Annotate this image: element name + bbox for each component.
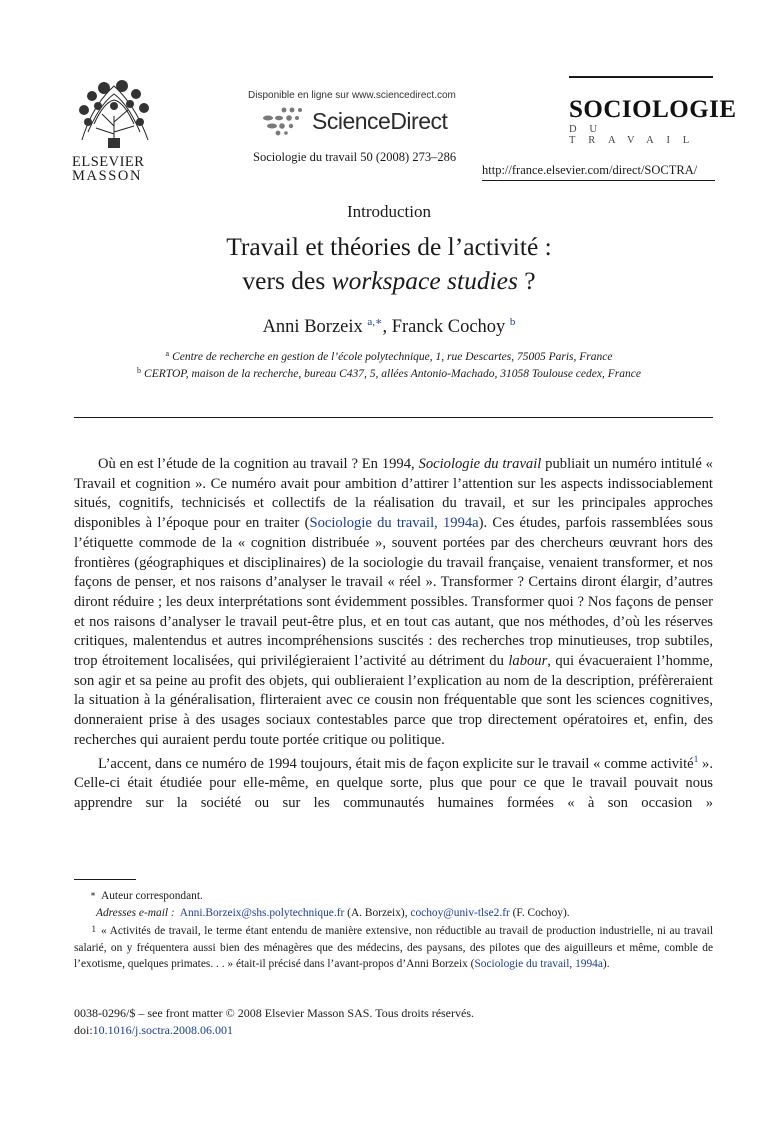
title-italic: workspace studies bbox=[331, 266, 518, 295]
elsevier-masson-logo bbox=[72, 76, 156, 184]
sciencedirect-name: ScienceDirect bbox=[312, 107, 448, 134]
journal-reference: Sociologie du travail 50 (2008) 273–286 bbox=[253, 150, 457, 164]
text-run: , qui évacueraient l’homme, son agir et sa peine au profit des objets, qui oublieraient l’explication au nom de la description, préfèreraient la situation à la généralisation, flirteraient avec ce cousin non fréquentable que sont les sciences cognitives, donneraient prise à des usages sociaux contestables parce que trop directement opératoires et, enfin, des recherches qui auraient perdu toute portée critique ou politique. bbox=[74, 653, 713, 748]
masson-wordmark: MASSON bbox=[72, 168, 143, 184]
elsevier-tree-icon bbox=[72, 76, 156, 148]
author-name: Anni Borzeix bbox=[262, 317, 363, 337]
available-online-note: Disponible en ligne sur www.sciencedirect.com bbox=[248, 90, 456, 101]
citation-link[interactable]: Sociologie du travail, 1994a bbox=[309, 515, 479, 532]
footnote-emails bbox=[74, 905, 713, 922]
sciencedirect-dots-icon bbox=[262, 106, 306, 136]
text-run: ). Ces études, parfois rassemblées sous l’étiquette commode de la « cognition distribuée », souvent portées par des chercheurs œuvrant hors des frontières (géographiques et disciplinaires) de la sociologie du travail française, venaient transformer, et nos façons de penser, et nos raisons d’analyser le travail « réel ». Transformer ? Certains diront élargir, d’autres diront réduire ; les deux interprétations sont évidemment possibles. Transformer quoi ? Nos façons de penser et nos raisons d’analyser le travail peut-être plus, et en tout cas autant, que nos méthodes, d’où les réserves critiques, malentendus et autres incompréhensions suscités : des recherches trop minutieuses, trop subtiles, trop étroitement localisées, qui privilégieraient l’activité au détriment du bbox=[74, 515, 713, 670]
doi-label: doi: bbox=[74, 1023, 93, 1037]
author-list bbox=[0, 315, 778, 338]
paragraph bbox=[74, 751, 713, 814]
footnotes bbox=[74, 886, 713, 973]
affiliation-text: CERTOP, maison de la recherche, bureau C437, 5, allées Antonio-Machado, 31058 Toulouse cedex, France bbox=[144, 368, 641, 380]
section-label: Introduction bbox=[346, 202, 432, 221]
citation-link[interactable]: Sociologie du travail, 1994a bbox=[474, 958, 603, 970]
journal-title: SOCIOLOGIE bbox=[569, 96, 737, 123]
email-owner: (F. Cochoy). bbox=[509, 906, 570, 919]
footnote-corresponding bbox=[74, 886, 713, 905]
article-body bbox=[74, 455, 713, 814]
paragraph bbox=[74, 455, 713, 751]
header-rule bbox=[482, 180, 715, 181]
author-affiliation-mark[interactable]: b bbox=[509, 316, 516, 328]
journal-url[interactable]: http://france.elsevier.com/direct/SOCTRA/ bbox=[482, 163, 698, 177]
text-run: publiait un numéro intitulé « Travail et cognition ». Ce numéro avait pour ambition d’attirer l’attention sur les aspects indissociablement situés, cognitifs, technicisés et collectifs de la réalisation du travail, et sur les principales approches disponibles à l’époque pour en traiter ( bbox=[74, 456, 713, 532]
email-label: Adresses e-mail : bbox=[96, 906, 175, 919]
affiliation-a bbox=[0, 349, 778, 363]
sciencedirect-logo[interactable] bbox=[262, 104, 447, 138]
affiliation-mark: b bbox=[137, 366, 142, 375]
italic-text: labour bbox=[508, 653, 548, 670]
title-prefix: vers des bbox=[242, 266, 332, 295]
affiliation-text: Centre de recherche en gestion de l’école polytechnique, 1, rue Descartes, 75005 Paris, France bbox=[172, 351, 613, 363]
email-link[interactable]: Anni.Borzeix@shs.polytechnique.fr bbox=[179, 906, 345, 919]
text-run: ». Celle-ci était étudiée pour elle-même, en quelque sorte, plus que pour ce que le travail pouvait nous apprendre sur la société ou sur les communautés humaines formées « à son occasion » bbox=[74, 755, 714, 811]
separator-rule bbox=[74, 417, 713, 418]
author-name: Franck Cochoy bbox=[391, 317, 506, 337]
journal-logo bbox=[569, 76, 737, 146]
elsevier-wordmark: ELSEVIER bbox=[72, 154, 145, 170]
footnote-rule bbox=[74, 879, 136, 880]
footnote-mark: 1 bbox=[91, 924, 96, 934]
article-title-line2 bbox=[0, 266, 778, 296]
email-link[interactable]: cochoy@univ-tlse2.fr bbox=[410, 906, 510, 919]
journal-subtitle: DU TRAVAIL bbox=[569, 124, 702, 146]
footnote-text: ). bbox=[602, 958, 610, 970]
doi-link[interactable]: 10.1016/j.soctra.2008.06.001 bbox=[92, 1023, 233, 1037]
author-separator: , bbox=[382, 317, 392, 337]
italic-text: Sociologie du travail bbox=[418, 456, 542, 472]
doi-line bbox=[74, 1023, 233, 1038]
footnote-1 bbox=[74, 921, 713, 973]
author-affiliation-mark[interactable]: a,∗ bbox=[367, 316, 383, 328]
text-run: L’accent, dans ce numéro de 1994 toujours, était mis de façon explicite sur le travail « comme activité bbox=[98, 755, 694, 772]
footnote-mark: ∗ bbox=[89, 889, 96, 899]
affiliation-mark: a bbox=[165, 349, 170, 358]
email-owner: (A. Borzeix), bbox=[344, 906, 411, 919]
copyright-line: 0038-0296/$ – see front matter © 2008 Elsevier Masson SAS. Tous droits réservés. bbox=[74, 1006, 475, 1020]
footnote-text: Auteur correspondant. bbox=[101, 890, 203, 902]
article-title-line1: Travail et théories de l’activité : bbox=[226, 232, 552, 261]
footnote-text: « Activités de travail, le terme étant entendu de manière extensive, non réductible au travail de production industrielle, ni au travail salarié, on y fréquentera aussi bien des ménagères que des médecins, des paysans, des pilotes que des aiguilleurs et même, comble de l’exotisme, quelques primates. . . » était-il précisé dans l’avant-propos d’Anni Borzeix ( bbox=[74, 925, 713, 970]
journal-logo-rule bbox=[569, 76, 713, 78]
text-run: Où en est l’étude de la cognition au travail ? En 1994, bbox=[98, 456, 419, 472]
affiliation-b bbox=[0, 366, 778, 380]
title-suffix: ? bbox=[517, 266, 536, 295]
footnote-ref[interactable]: 1 bbox=[693, 754, 699, 765]
